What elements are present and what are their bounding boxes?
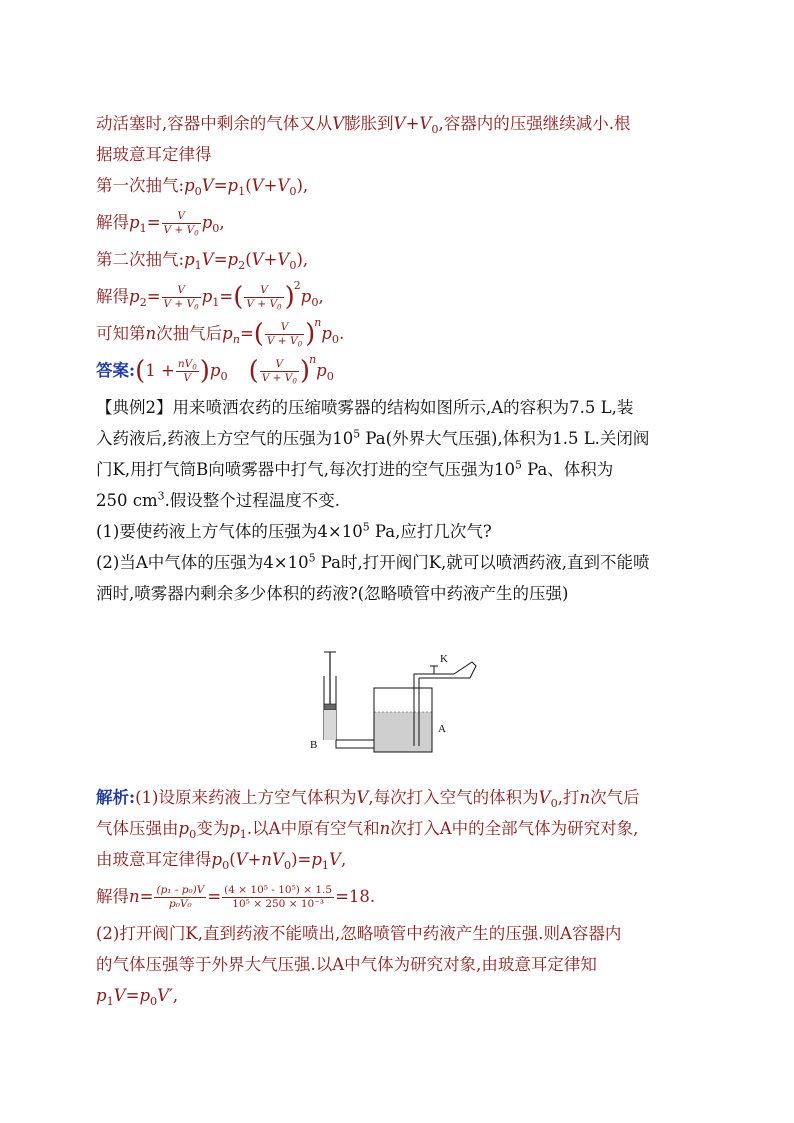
question-2-cont: 洒时,喷雾器内剩余多少体积的药液?(忽略喷管中药液产生的压强) (96, 584, 569, 603)
text: .以 (246, 819, 269, 838)
text-line (96, 170, 706, 201)
frac-den (162, 298, 201, 311)
text: (1)要使药液上方气体的压强为4×10 (96, 522, 363, 541)
fraction (176, 358, 199, 385)
text: A (268, 819, 281, 838)
sub: 2 (139, 295, 147, 309)
fraction (260, 358, 299, 385)
text: 的气体压强等于外界大气压强.以 (96, 955, 333, 974)
var: p (316, 361, 327, 380)
sub: 0 (194, 184, 202, 198)
paren: ( (233, 282, 244, 312)
text: K (185, 924, 198, 943)
sub: 1 (238, 184, 246, 198)
text: 打开阀门 (119, 924, 186, 943)
sprayer-diagram (306, 648, 486, 758)
var: n (379, 819, 391, 838)
sub: 0 (212, 221, 220, 235)
text: 容器内 (571, 924, 622, 943)
text-line (96, 207, 706, 238)
frac-num: V (265, 321, 304, 335)
sub: n (232, 332, 240, 346)
text: Pa,应打几次气? (369, 522, 492, 541)
text: ), (296, 250, 309, 269)
fraction (154, 884, 206, 911)
frac-num (176, 358, 199, 372)
text: = (146, 213, 161, 232)
text: A (332, 955, 345, 974)
var: p (227, 176, 239, 195)
sub: 1 (239, 827, 247, 841)
text: ,容器内的压强继续减小.根 (438, 114, 631, 133)
frac-den (244, 298, 283, 311)
sub: 1 (139, 221, 147, 235)
text: 气体压强由 (96, 819, 179, 838)
var: p (184, 176, 195, 195)
question-1 (96, 516, 706, 547)
text: 250 cm (96, 491, 158, 510)
frac-num: V (244, 284, 283, 298)
var: V (277, 176, 290, 195)
var: p (178, 819, 190, 838)
sup: 5 (514, 458, 522, 472)
text: 解得 (96, 287, 129, 306)
sub: 0 (311, 295, 319, 309)
text: 解得 (96, 213, 129, 232)
sub: 2 (238, 258, 246, 272)
frac-num: (4 × 10⁵ - 10⁵) × 1.5 (224, 884, 333, 896)
text-line (96, 244, 706, 275)
frac-num: V (260, 358, 299, 372)
text: 膨胀到 (344, 114, 394, 133)
sub: 0 (150, 994, 158, 1008)
var: p (229, 819, 240, 838)
text: (2) (96, 924, 120, 943)
sub: 1 (194, 258, 202, 272)
text: = (207, 887, 222, 906)
var: nV (261, 850, 284, 869)
text-line (96, 281, 706, 312)
sub: 0 (431, 122, 439, 136)
den-text: V + V (261, 372, 293, 384)
paren: ( (253, 319, 264, 349)
sub: 0 (331, 332, 340, 346)
var: p (201, 287, 213, 306)
text: = (213, 176, 228, 195)
sup: 5 (362, 520, 370, 534)
text: = (125, 986, 140, 1005)
var: p (209, 361, 221, 380)
text: , (172, 986, 179, 1005)
sub: 0 (297, 339, 303, 349)
sup: 5 (308, 551, 316, 565)
text: ( (245, 176, 252, 195)
example-line (96, 423, 706, 454)
text: + (247, 850, 262, 869)
text: 中的全部气体为研究对象, (451, 819, 639, 838)
var: n (579, 788, 591, 807)
var: p (227, 250, 239, 269)
text: Pa时,打开阀门K,就可以喷洒药液,直到不能喷 (315, 553, 650, 572)
text: Pa(外界大气压强),体积为1.5 L.关闭阀 (360, 429, 650, 448)
text: =18. (335, 887, 376, 906)
example-line (96, 485, 706, 516)
var: V (393, 114, 406, 133)
frac-den (260, 372, 299, 385)
text: Pa、体积为 (521, 460, 614, 479)
example-line: 【典例2】用来喷洒农药的压缩喷雾器的结构如图所示,A的容积为7.5 L,装 (96, 398, 634, 417)
solution-line (96, 782, 706, 813)
text: , (219, 213, 225, 232)
var: n (129, 887, 140, 906)
fraction (222, 884, 334, 911)
sub: 0 (220, 369, 228, 383)
text: 解得 (96, 887, 129, 906)
var: p (321, 324, 332, 343)
text: = (213, 250, 228, 269)
answer-label: 答案: (96, 361, 136, 380)
text: 次抽气后 (156, 324, 223, 343)
text: ,直到药液不能喷出,忽略喷管中药液产生的压强.则 (197, 924, 560, 943)
text: = (239, 324, 254, 343)
exponent: n (309, 353, 317, 366)
solution-line (96, 949, 706, 980)
solution-line (96, 813, 706, 844)
sub: 1 (212, 295, 220, 309)
answer-line (96, 355, 706, 386)
var: p (311, 850, 322, 869)
var: V (329, 850, 341, 869)
var: V (356, 788, 369, 807)
text: 次打入 (390, 819, 440, 838)
var: p (222, 324, 233, 343)
text: 动活塞时,容器中剩余的气体又从 (96, 114, 333, 133)
var: p (129, 287, 140, 306)
text: 中气体为研究对象,由玻意耳定律知 (344, 955, 597, 974)
paren: ) (284, 282, 295, 312)
text: ,每次打入空气的体积为 (368, 788, 539, 807)
sub: 0 (222, 858, 230, 872)
text: 中原有空气和 (280, 819, 380, 838)
text: = (139, 887, 154, 906)
document-page (96, 108, 706, 609)
var: p (201, 213, 213, 232)
var: V (235, 850, 248, 869)
text: 可知第 (96, 324, 146, 343)
solution-line (96, 881, 706, 912)
var: V (277, 250, 290, 269)
text: 入药液后,药液上方空气的压强为10 (96, 429, 354, 448)
frac-num: V (162, 284, 201, 298)
var: V′ (157, 986, 173, 1005)
fraction (162, 284, 201, 311)
example-line (96, 454, 706, 485)
sub: 0 (289, 258, 297, 272)
paren: ) (299, 356, 311, 386)
exponent: n (314, 316, 322, 329)
var: V (419, 114, 432, 133)
text: 由玻意耳定律得 (96, 850, 212, 869)
sub: 0 (289, 184, 297, 198)
text: 第一次抽气: (96, 176, 185, 195)
text: 设原来药液上方空气体积为 (158, 788, 357, 807)
solution-line (96, 844, 706, 875)
label-k: K (440, 653, 448, 665)
text: .假设整个过程温度不变. (164, 491, 341, 510)
den-text: V + V (163, 224, 195, 236)
den-text: V + V (266, 335, 298, 347)
sub: 0 (292, 376, 297, 386)
var: p (300, 287, 312, 306)
text: + (263, 176, 278, 195)
text: . (339, 324, 345, 343)
den-text: V + V (163, 298, 195, 310)
text: , (340, 850, 347, 869)
frac-den (265, 335, 304, 348)
text: 1 + (145, 361, 175, 380)
num-text: nV (177, 358, 193, 370)
text: ( (229, 850, 236, 869)
paren: ( (135, 356, 146, 386)
sub: 0 (326, 369, 334, 383)
paren: ) (199, 356, 210, 386)
var: V (538, 788, 551, 807)
text: (1) (135, 788, 159, 807)
sub: 1 (106, 994, 114, 1008)
text: = (146, 287, 161, 306)
frac-den: p₀V₀ (169, 898, 192, 910)
sub: 0 (194, 302, 199, 312)
frac-den: V (183, 372, 192, 384)
sup: 3 (157, 489, 165, 503)
text: 第二次抽气: (96, 250, 185, 269)
text-line (96, 108, 706, 139)
text: , (318, 287, 324, 306)
var: n (145, 324, 157, 343)
sub: 0 (283, 858, 292, 872)
text: + (405, 114, 420, 133)
question-2 (96, 547, 706, 578)
text-line (96, 318, 706, 349)
label-b: B (310, 739, 318, 751)
var: V (201, 250, 214, 269)
sub: 0 (194, 228, 199, 238)
fraction (244, 284, 283, 311)
fraction (265, 321, 304, 348)
var: p (129, 213, 140, 232)
var: V (332, 114, 345, 133)
paren: ) (305, 319, 316, 349)
solution-line (96, 918, 706, 949)
text: ( (245, 250, 252, 269)
text: A (559, 924, 572, 943)
text: )= (291, 850, 312, 869)
sub: 0 (189, 827, 197, 841)
text: 门K,用打气筒B向喷雾器中打气,每次打进的空气压强为10 (96, 460, 515, 479)
text: (2)当A中气体的压强为4×10 (96, 553, 309, 572)
text: 次气后 (590, 788, 640, 807)
text: A (439, 819, 452, 838)
var: p (96, 986, 107, 1005)
label-a: A (438, 723, 446, 735)
frac-num: V (162, 210, 201, 224)
frac-den: 10⁵ × 250 × 10⁻³ (232, 898, 324, 910)
solution-block (96, 782, 706, 1011)
fraction (162, 210, 201, 237)
paren: ( (248, 356, 259, 386)
text: ,打 (557, 788, 580, 807)
sup: 5 (353, 427, 361, 441)
sub: 0 (192, 362, 197, 372)
var: p (139, 986, 151, 1005)
var: V (251, 250, 264, 269)
var: V (251, 176, 264, 195)
exponent: 2 (293, 279, 301, 292)
text: ), (296, 176, 309, 195)
var: V (201, 176, 214, 195)
var: p (184, 250, 195, 269)
sub: 0 (550, 796, 558, 810)
sub: 0 (277, 302, 282, 312)
sub: 1 (321, 858, 330, 872)
frac-num: (p₁ - p₀)V (156, 884, 205, 896)
text-line: 据玻意耳定律得 (96, 145, 212, 164)
text: = (219, 287, 234, 306)
var: p (211, 850, 223, 869)
text: + (263, 250, 278, 269)
solution-line (96, 980, 706, 1011)
var: V (113, 986, 126, 1005)
text: 变为 (196, 819, 230, 838)
den-text: V + V (246, 298, 278, 310)
frac-den (162, 224, 201, 237)
solution-label: 解析: (96, 788, 136, 807)
